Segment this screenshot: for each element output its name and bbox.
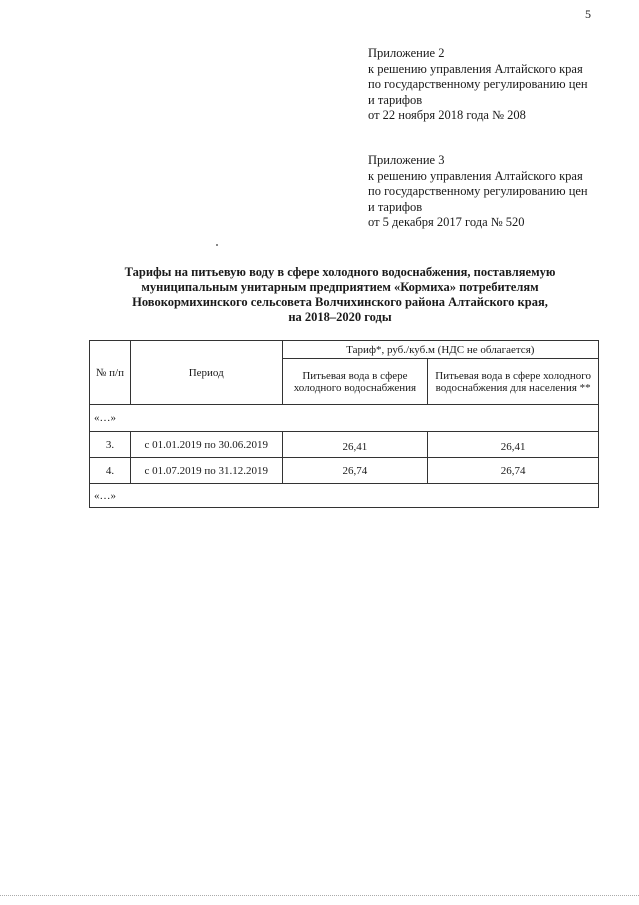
appendix-line: по государственному регулированию цен <box>368 77 588 91</box>
row-value-1: 26,41 <box>282 432 428 458</box>
title-line: на 2018–2020 годы <box>288 310 392 324</box>
title-line: муниципальным унитарным предприятием «Кормиха» потребителям <box>141 280 539 294</box>
appendix-line: к решению управления Алтайского края <box>368 61 583 76</box>
appendix-line: от 22 ноября 2018 года № 208 <box>368 108 526 122</box>
document-title <box>105 265 575 325</box>
header-num: № п/п <box>90 341 131 405</box>
scan-speck <box>216 244 218 246</box>
appendix-line: и тарифов <box>368 92 423 107</box>
row-period: с 01.07.2019 по 31.12.2019 <box>130 458 282 484</box>
appendix-line: от 5 декабря 2017 года № 520 <box>368 215 525 229</box>
page-number: 5 <box>585 7 591 21</box>
appendix-line: Приложение 2 <box>368 46 445 60</box>
tariff-table <box>89 340 599 508</box>
row-value-2: 26,41 <box>428 432 599 458</box>
row-value-1: 26,74 <box>282 458 428 484</box>
row-value-2: 26,74 <box>428 458 599 484</box>
header-period: Период <box>130 341 282 405</box>
appendix-line: к решению управления Алтайского края <box>368 168 583 183</box>
scan-bottom-edge <box>0 895 639 896</box>
table-row <box>90 432 599 458</box>
row-num: 4. <box>90 458 131 484</box>
header-tariff: Тариф*, руб./куб.м (НДС не облагается) <box>282 341 598 359</box>
table-row <box>90 458 599 484</box>
header-col-drinking-water: Питьевая вода в сфере холодного водоснабжения <box>282 359 428 405</box>
title-line: Новокормихинского сельсовета Волчихинского района Алтайского края, <box>132 295 548 309</box>
header-col-drinking-water-population: Питьевая вода в сфере холодного водоснабжения для населения ** <box>428 359 599 405</box>
ellipsis-row: «…» <box>90 405 599 432</box>
row-period: с 01.01.2019 по 30.06.2019 <box>130 432 282 458</box>
appendix-line: и тарифов <box>368 199 423 214</box>
title-line: Тарифы на питьевую воду в сфере холодного водоснабжения, поставляемую <box>124 265 556 279</box>
ellipsis-row: «…» <box>90 484 599 508</box>
row-num: 3. <box>90 432 131 458</box>
appendix-line: по государственному регулированию цен <box>368 184 588 198</box>
appendix-line: Приложение 3 <box>368 153 445 167</box>
appendix-2-block <box>368 46 588 124</box>
appendix-3-block <box>368 153 588 231</box>
